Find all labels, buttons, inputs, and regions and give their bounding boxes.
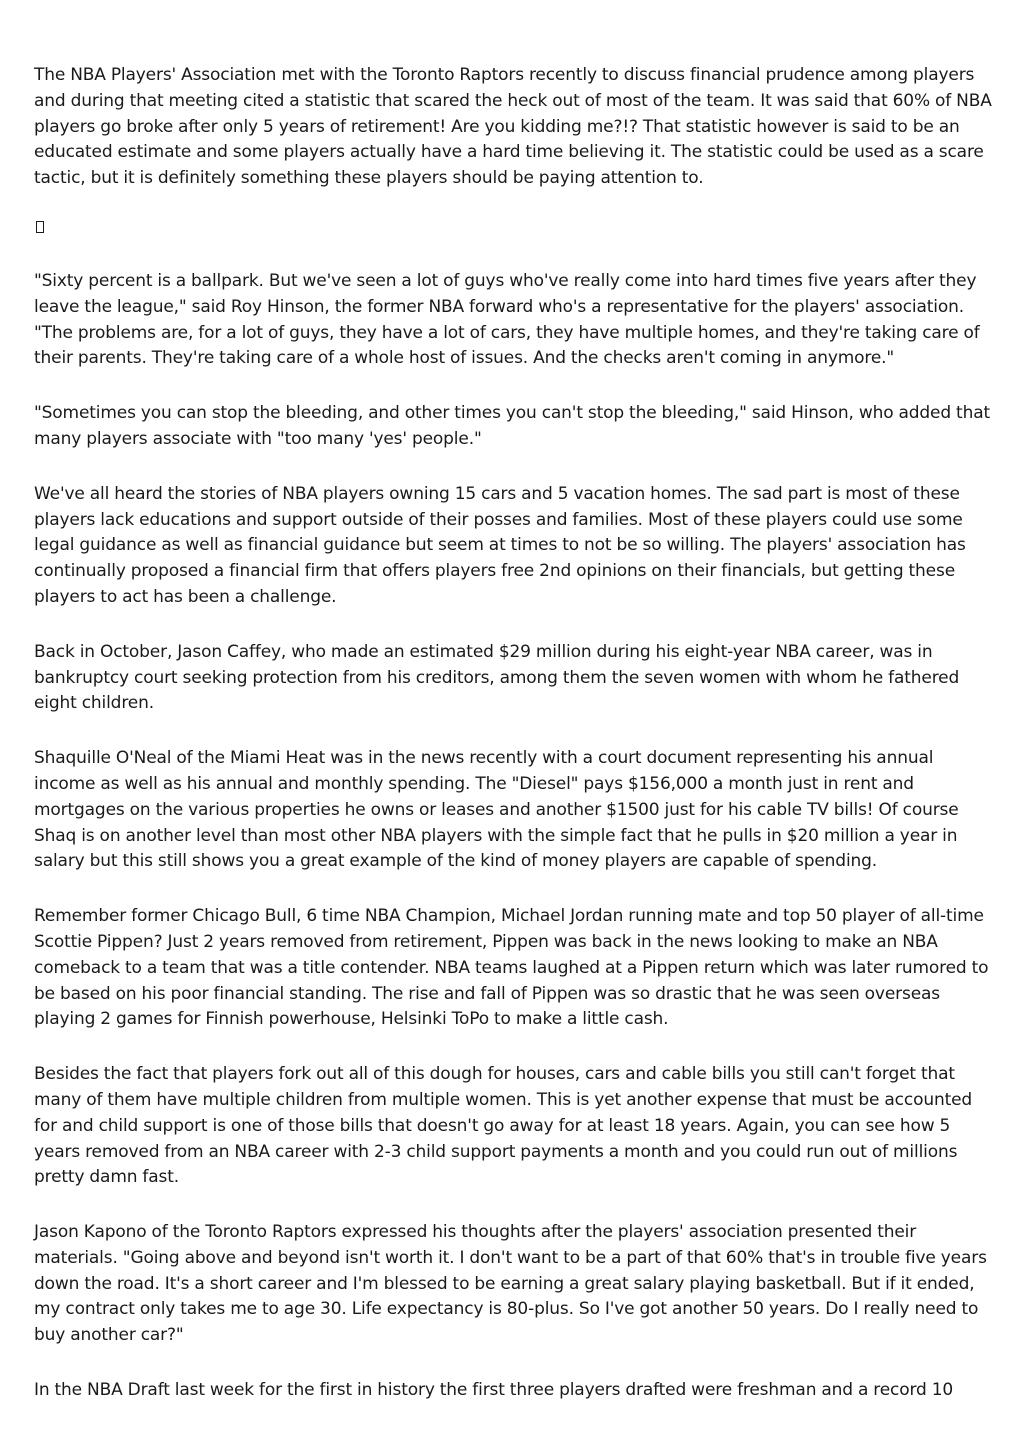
article-paragraph-2: "Sixty percent is a ballpark. But we've seen a lot of guys who've really come into hard times five years after they leave the league," said Roy Hinson, the former NBA forward who's a representative for the players' association. "The problems are, for a lot of guys, they have a lot of cars, they have multiple homes, and they're taking care of their parents. They're taking care of a whole host of issues. And the checks aren't coming in anymore." — [34, 270, 980, 369]
article-paragraph-10: In the NBA Draft last week for the first in history the first three players drafted were freshman and a record 10 — [34, 1380, 954, 1401]
article-paragraph-5: Back in October, Jason Caffey, who made an estimated $29 million during his eight-year NBA career, was in bankruptcy court seeking protection from his creditors, among them the seven women with whom he fathered eight children. — [34, 641, 960, 714]
article-paragraph-9: Jason Kapono of the Toronto Raptors expressed his thoughts after the players' association presented their materials. "Going above and beyond isn't worth it. I don't want to be a part of that 60% that's in trouble five years down the road. It's a short career and I'm blessed to be earning a great salary playing basketball. But if it ended, my contract only takes me to age 30. Life expectancy is 80-plus. So I've got another 50 years. Do I really need to buy another car?" — [34, 1222, 987, 1346]
article-paragraph-3: "Sometimes you can stop the bleeding, and other times you can't stop the bleeding," said Hinson, who added that many players associate with "too many 'yes' people." — [34, 403, 990, 449]
article-paragraph-8: Besides the fact that players fork out all of this dough for houses, cars and cable bills you still can't forget that many of them have multiple children from multiple women. This is yet another expense that must be accounted for and child support is one of those bills that doesn't go away for at least 18 years. Again, you can see how 5 years removed from an NBA career with 2-3 child support payments a month and you could run out of millions pretty damn fast. — [34, 1064, 973, 1188]
article-paragraph-1: The NBA Players' Association met with the Toronto Raptors recently to discuss financial prudence among players and during that meeting cited a statistic that scared the heck out of most of the team. It was said that 60% of NBA players go broke after only 5 years of retirement! Are you kidding me?!? That statistic however is said to be an educated estimate and some players actually have a hard time believing it. The statistic could be used as a scare tactic, but it is definitely something these players should be paying attention to. — [34, 65, 992, 189]
article-paragraph-4: We've all heard the stories of NBA players owning 15 cars and 5 vacation homes. The sad part is most of these players lack educations and support outside of their posses and families. Most of these players could use some legal guidance as well as financial guidance but seem at times to not be so willing. The players' association has continually proposed a financial firm that offers players free 2nd opinions on their financials, but getting these players to act has been a challenge. — [34, 483, 966, 607]
article-paragraph-6: Shaquille O'Neal of the Miami Heat was in the news recently with a court document representing his annual income as well as his annual and monthly spending. The "Diesel" pays $156,000 a month just in rent and mortgages on the various properties he owns or leases and another $1500 just for his cable TV bills! Of course Shaq is on another level than most other NBA players with the simple fact that he pulls in $20 million a year in salary but this still shows you a great example of the kind of money players are capable of spending. — [34, 748, 959, 872]
article-paragraph-7: Remember former Chicago Bull, 6 time NBA Champion, Michael Jordan running mate and top 50 player of all-time Scottie Pippen? Just 2 years removed from retirement, Pippen was back in the news looking to make an NBA comeback to a team that was a title contender. NBA teams laughed at a Pippen return which was later rumored to be based on his poor financial standing. The rise and fall of Pippen was so drastic that he was seen overseas playing 2 games for Finnish powerhouse, Helsinki ToPo to make a little cash. — [34, 906, 989, 1030]
missing-glyph-icon — [36, 221, 44, 233]
article-body — [34, 63, 994, 1433]
